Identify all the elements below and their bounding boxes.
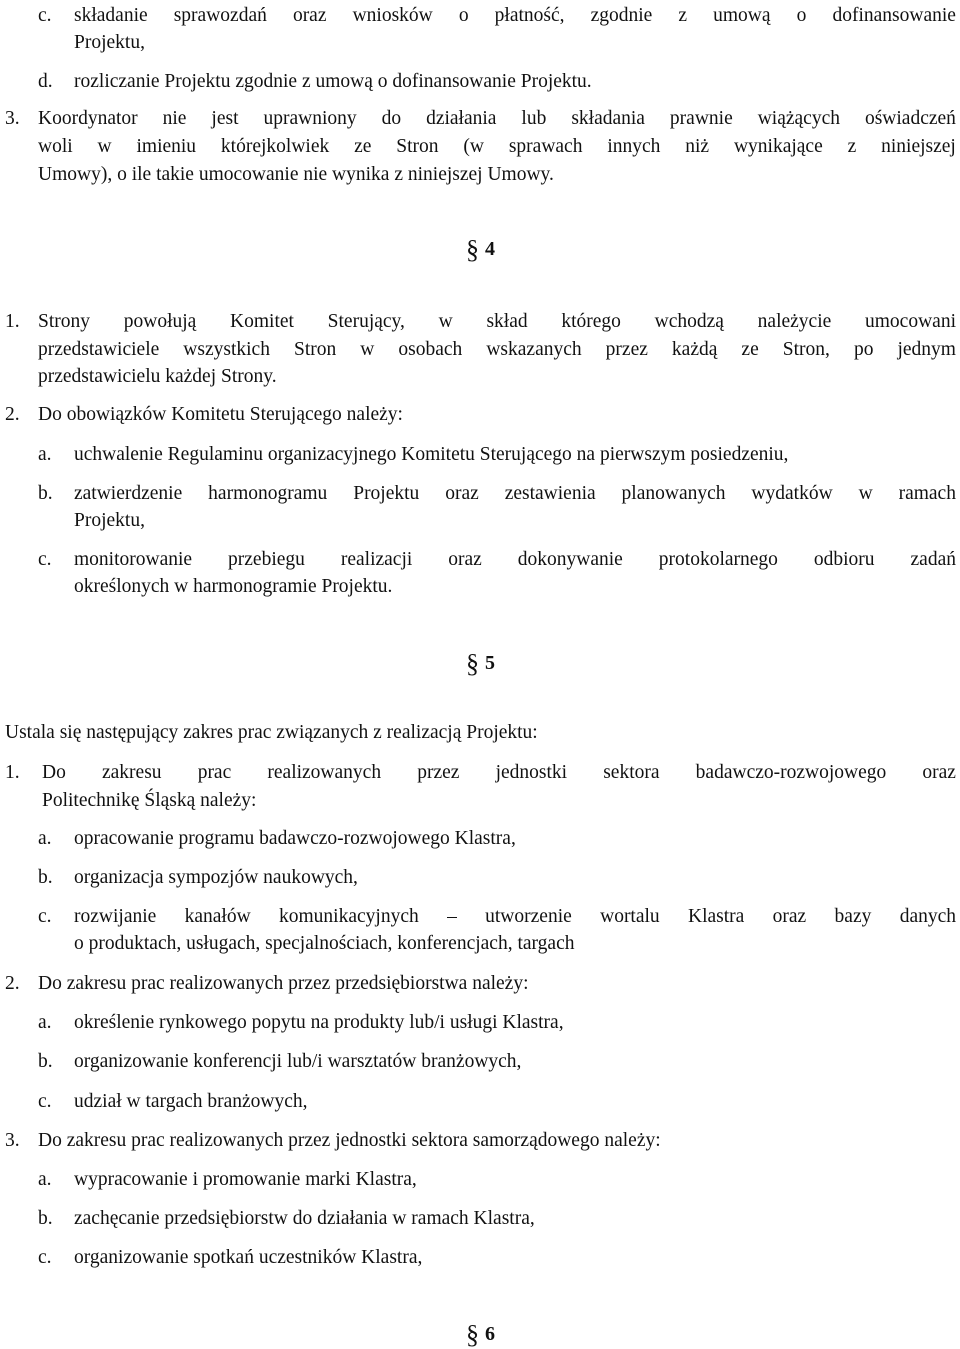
item-text-line: o produktach, usługach, specjalnościach, konferencjach, targach — [74, 933, 575, 954]
item-label: c. — [38, 1091, 52, 1112]
item-text-line: organizowanie konferencji lub/i warsztatów branżowych, — [74, 1051, 522, 1072]
item-text-line: organizacja sympozjów naukowych, — [74, 867, 358, 888]
section-number: 6 — [485, 1323, 495, 1345]
paragraph-text-line: Strony powołują Komitet Sterujący, w skład którego wchodzą należycie umocowani — [38, 311, 956, 332]
section-heading-4 — [466, 237, 495, 263]
paragraph-label: 1. — [5, 311, 20, 332]
paragraph-text-line: przedstawiciele wszystkich Stron w osobach wskazanych przez każdą ze Stron, po jednym — [38, 339, 956, 360]
item-text-line: zachęcanie przedsiębiorstw do działania w ramach Klastra, — [74, 1208, 535, 1229]
item-text-line: uchwalenie Regulaminu organizacyjnego Komitetu Sterującego na pierwszym posiedzeniu, — [74, 444, 789, 465]
item-text-line: określonych w harmonogramie Projektu. — [74, 576, 393, 597]
item-text-line: określenie rynkowego popytu na produkty lub/i usługi Klastra, — [74, 1012, 564, 1033]
item-text-line: organizowanie spotkań uczestników Klastra, — [74, 1247, 423, 1268]
item-label: c. — [38, 5, 52, 26]
item-label: c. — [38, 906, 52, 927]
item-text-line: udział w targach branżowych, — [74, 1091, 308, 1112]
paragraph-text-line: przedstawicielu każdej Strony. — [38, 366, 277, 387]
paragraph-label: 2. — [5, 404, 20, 425]
item-label: b. — [38, 483, 53, 504]
item-text-line: składanie sprawozdań oraz wniosków o płatność, zgodnie z umową o dofinansowanie — [74, 5, 956, 26]
item-label: d. — [38, 71, 53, 92]
section-heading-5 — [466, 651, 495, 677]
paragraph-text-line: Do zakresu prac realizowanych przez jednostki sektora badawczo-rozwojowego oraz — [42, 762, 956, 783]
section-number: 4 — [485, 238, 495, 260]
paragraph-label: 3. — [5, 1130, 20, 1151]
section-heading-6 — [466, 1322, 495, 1348]
item-label: c. — [38, 549, 52, 570]
section-symbol: § — [466, 649, 479, 678]
section-symbol: § — [466, 1320, 479, 1349]
item-label: c. — [38, 1247, 52, 1268]
paragraph-text-line: woli w imieniu którejkolwiek ze Stron (w sprawach innych niż wynikające z niniejszej — [38, 136, 956, 157]
item-text-line: opracowanie programu badawczo-rozwojowego Klastra, — [74, 828, 516, 849]
item-text-line: Projektu, — [74, 32, 145, 53]
item-text-line: zatwierdzenie harmonogramu Projektu oraz zestawienia planowanych wydatków w ramach — [74, 483, 956, 504]
paragraph-text-line: Politechnikę Śląską należy: — [42, 790, 257, 811]
paragraph-text-line: Do obowiązków Komitetu Sterującego należy: — [38, 404, 403, 425]
item-text-line: rozliczanie Projektu zgodnie z umową o dofinansowanie Projektu. — [74, 71, 592, 92]
item-label: b. — [38, 867, 53, 888]
paragraph-text-line: Do zakresu prac realizowanych przez jednostki sektora samorządowego należy: — [38, 1130, 661, 1151]
paragraph-label: 3. — [5, 108, 20, 129]
item-label: a. — [38, 1012, 52, 1033]
item-text-line: monitorowanie przebiegu realizacji oraz dokonywanie protokolarnego odbioru zadań — [74, 549, 956, 570]
paragraph-text-line: Umowy), o ile takie umocowanie nie wynika z niniejszej Umowy. — [38, 164, 554, 185]
paragraph-text-line: Koordynator nie jest uprawniony do działania lub składania prawnie wiążących oświadczeń — [38, 108, 956, 129]
item-label: b. — [38, 1208, 53, 1229]
paragraph-label: 1. — [5, 762, 20, 783]
section-symbol: § — [466, 235, 479, 264]
item-text-line: wypracowanie i promowanie marki Klastra, — [74, 1169, 417, 1190]
section-intro: Ustala się następujący zakres prac związanych z realizacją Projektu: — [5, 722, 538, 743]
item-text-line: Projektu, — [74, 510, 145, 531]
item-label: a. — [38, 444, 52, 465]
item-label: a. — [38, 1169, 52, 1190]
item-text-line: rozwijanie kanałów komunikacyjnych – utworzenie wortalu Klastra oraz bazy danych — [74, 906, 956, 927]
paragraph-text-line: Do zakresu prac realizowanych przez przedsiębiorstwa należy: — [38, 973, 529, 994]
item-label: b. — [38, 1051, 53, 1072]
paragraph-label: 2. — [5, 973, 20, 994]
item-label: a. — [38, 828, 52, 849]
section-number: 5 — [485, 652, 495, 674]
